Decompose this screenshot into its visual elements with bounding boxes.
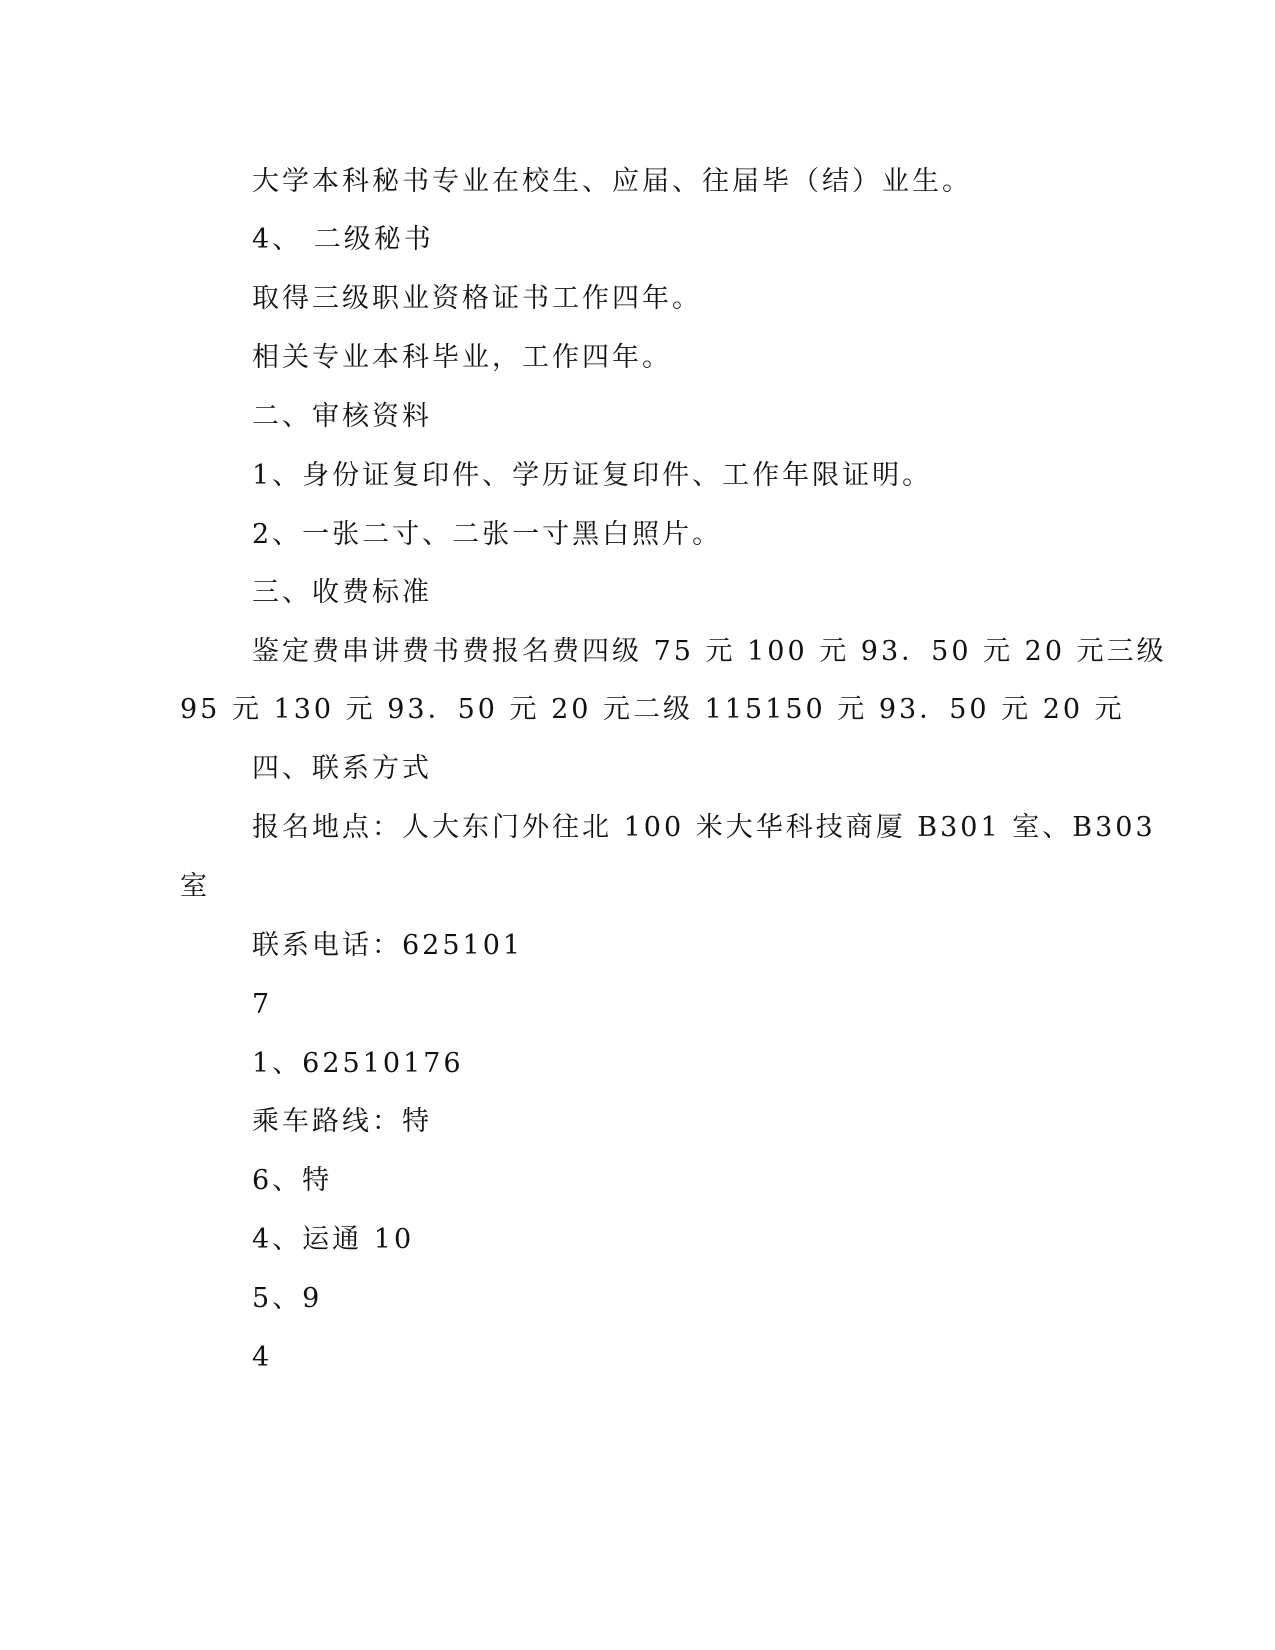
- text-line: 6、特: [252, 1165, 333, 1196]
- text-line: 4、运通 10: [252, 1224, 415, 1255]
- text-line: 7: [252, 989, 273, 1020]
- phone-line: 联系电话：625101: [252, 930, 524, 961]
- fee-line: 鉴定费串讲费书费报名费四级 75 元 100 元 93．50 元 20 元三级: [252, 636, 1167, 667]
- text-line: 2、一张二寸、二张一寸黑白照片。: [252, 519, 723, 550]
- text-line: 1、62510176: [252, 1048, 464, 1079]
- fee-line-continued: 95 元 130 元 93．50 元 20 元二级 115150 元 93．50 元 20 元: [180, 694, 1125, 725]
- section-heading: 4、 二级秘书: [252, 224, 434, 255]
- section-heading: 二、审核资料: [252, 401, 432, 432]
- route-line: 乘车路线：特: [252, 1106, 432, 1137]
- text-line: 大学本科秘书专业在校生、应届、往届毕（结）业生。: [252, 166, 972, 197]
- section-heading: 四、联系方式: [252, 753, 432, 784]
- address-line: 报名地点：人大东门外往北 100 米大华科技商厦 B301 室、B303: [252, 812, 1156, 843]
- text-line: 4: [252, 1342, 273, 1373]
- text-line: 5、9: [252, 1283, 323, 1314]
- text-line: 相关专业本科毕业，工作四年。: [252, 342, 672, 373]
- section-heading: 三、收费标准: [252, 577, 432, 608]
- text-line: 1、身份证复印件、学历证复印件、工作年限证明。: [252, 460, 933, 491]
- text-line: 取得三级职业资格证书工作四年。: [252, 283, 702, 314]
- address-line-continued: 室: [180, 871, 210, 902]
